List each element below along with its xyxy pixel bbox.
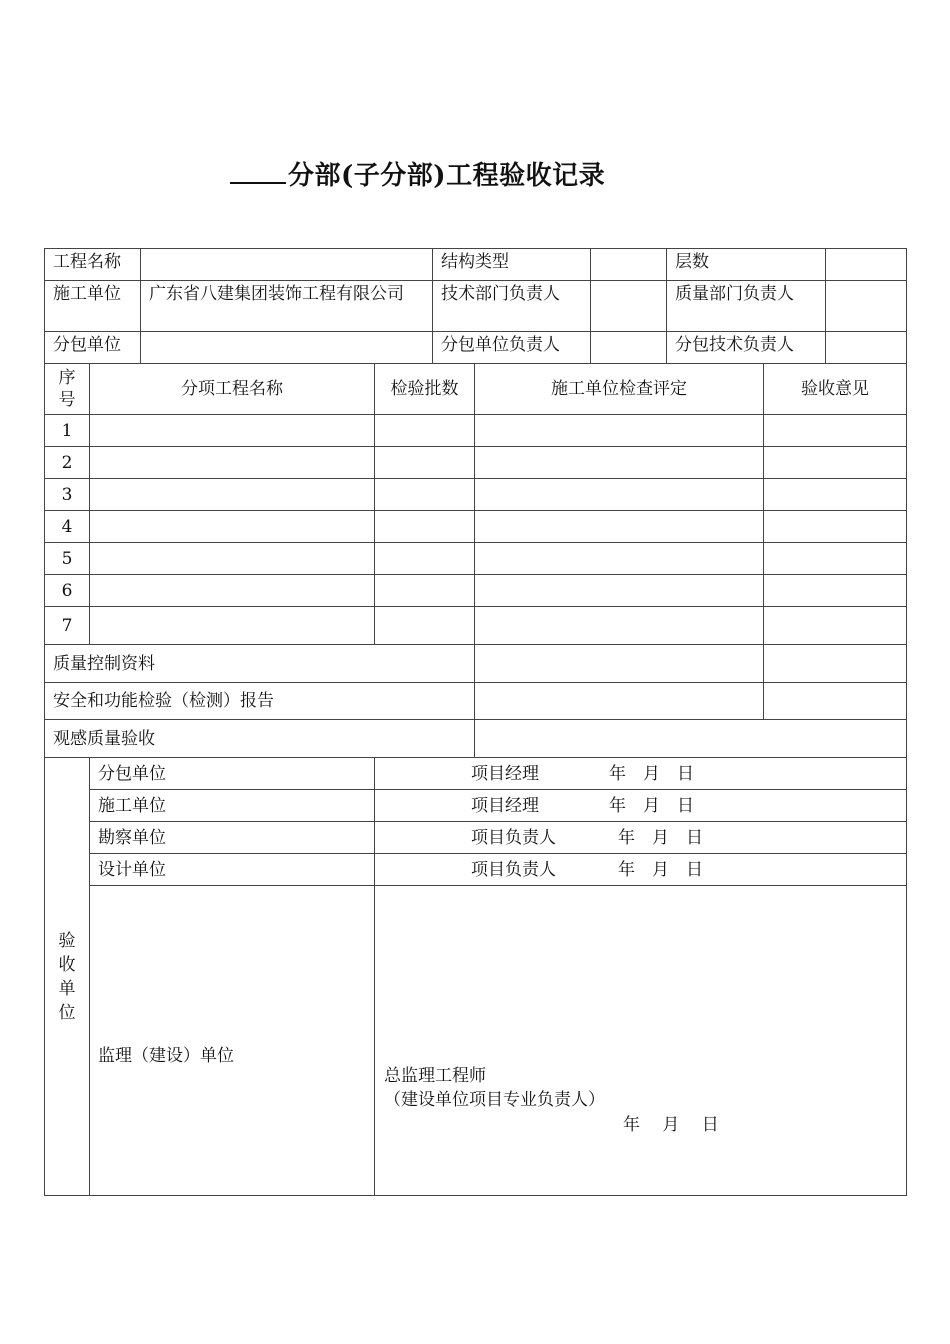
quality-docs-label: 质量控制资料: [45, 645, 475, 683]
row-seq: 3: [45, 479, 90, 511]
floors-value[interactable]: [826, 249, 907, 281]
supervisor-role: 总监理工程师: [384, 1066, 486, 1086]
batch-count-cell[interactable]: [375, 415, 475, 447]
batch-count-cell[interactable]: [375, 607, 475, 645]
floors-label: 层数: [667, 249, 826, 281]
row-seq: 5: [45, 543, 90, 575]
opinion-cell[interactable]: [764, 415, 907, 447]
acceptance-unit-signature[interactable]: [375, 822, 907, 854]
acceptance-unit-signature[interactable]: [375, 758, 907, 790]
header-info-table: [44, 248, 907, 364]
item-name-cell[interactable]: [90, 511, 375, 543]
table-row: [45, 575, 907, 607]
acceptance-unit-name: 设计单位: [90, 854, 375, 886]
column-header-opinion: 验收意见: [764, 364, 907, 415]
row-seq: 4: [45, 511, 90, 543]
structure-type-label: 结构类型: [433, 249, 591, 281]
eval-cell[interactable]: [475, 607, 764, 645]
sub-head-value[interactable]: [591, 332, 667, 364]
opinion-cell[interactable]: [764, 543, 907, 575]
supervisor-date: 年 月 日: [623, 1115, 719, 1135]
acceptance-group-label: [45, 758, 90, 1196]
sub-tech-head-value[interactable]: [826, 332, 907, 364]
acceptance-unit-name: 勘察单位: [90, 822, 375, 854]
eval-cell[interactable]: [475, 511, 764, 543]
batch-count-cell[interactable]: [375, 543, 475, 575]
row-seq: 6: [45, 575, 90, 607]
structure-type-value[interactable]: [591, 249, 667, 281]
table-row: [45, 447, 907, 479]
signature-date: 年 月 日: [609, 763, 694, 784]
title-blank-line: [230, 162, 286, 184]
project-name-label: 工程名称: [45, 249, 141, 281]
supervisor-role-note: （建设单位项目专业负责人）: [384, 1090, 605, 1110]
table-row: [45, 479, 907, 511]
title-text: 分部(子分部)工程验收记录: [288, 161, 606, 191]
tech-head-value[interactable]: [591, 281, 667, 332]
eval-cell[interactable]: [475, 415, 764, 447]
column-header-item-name: 分项工程名称: [90, 364, 375, 415]
quality-docs-opinion-cell[interactable]: [764, 645, 907, 683]
sub-head-label: 分包单位负责人: [433, 332, 591, 364]
opinion-cell[interactable]: [764, 607, 907, 645]
quality-head-label: 质量部门负责人: [667, 281, 826, 332]
supervisor-signature-cell[interactable]: [375, 886, 907, 1196]
supervisor-unit-name: 监理（建设）单位: [90, 886, 375, 1196]
acceptance-unit-signature[interactable]: [375, 854, 907, 886]
item-name-cell[interactable]: [90, 543, 375, 575]
item-name-cell[interactable]: [90, 479, 375, 511]
eval-cell[interactable]: [475, 543, 764, 575]
table-row: [45, 607, 907, 645]
quality-head-value[interactable]: [826, 281, 907, 332]
contractor-label: 施工单位: [45, 281, 141, 332]
eval-cell[interactable]: [475, 575, 764, 607]
batch-count-cell[interactable]: [375, 447, 475, 479]
appearance-label: 观感质量验收: [45, 720, 475, 758]
safety-report-opinion-cell[interactable]: [764, 683, 907, 720]
batch-count-cell[interactable]: [375, 511, 475, 543]
tech-head-label: 技术部门负责人: [433, 281, 591, 332]
batch-count-cell[interactable]: [375, 575, 475, 607]
item-name-cell[interactable]: [90, 447, 375, 479]
signature-date: 年 月 日: [609, 795, 694, 816]
table-row: [45, 511, 907, 543]
column-header-contractor-eval: 施工单位检查评定: [475, 364, 764, 415]
contractor-value[interactable]: 广东省八建集团装饰工程有限公司: [141, 281, 433, 332]
opinion-cell[interactable]: [764, 447, 907, 479]
signature-role: 项目负责人: [471, 827, 556, 848]
opinion-cell[interactable]: [764, 479, 907, 511]
signature-date: 年 月 日: [618, 827, 703, 848]
project-name-value[interactable]: [141, 249, 433, 281]
column-header-batch-count: 检验批数: [375, 364, 475, 415]
safety-report-label: 安全和功能检验（检测）报告: [45, 683, 475, 720]
quality-docs-eval-cell[interactable]: [475, 645, 764, 683]
seq-header-text: 序号: [58, 368, 76, 410]
opinion-cell[interactable]: [764, 511, 907, 543]
page-title: [230, 155, 605, 192]
column-header-seq: [45, 364, 90, 415]
appearance-value-cell[interactable]: [475, 720, 907, 758]
safety-report-eval-cell[interactable]: [475, 683, 764, 720]
acceptance-unit-name: 施工单位: [90, 790, 375, 822]
signature-date: 年 月 日: [618, 859, 703, 880]
batch-count-cell[interactable]: [375, 479, 475, 511]
acceptance-group-text: 验收单位: [58, 930, 76, 1023]
table-row: [45, 415, 907, 447]
eval-cell[interactable]: [475, 447, 764, 479]
row-seq: 1: [45, 415, 90, 447]
row-seq: 2: [45, 447, 90, 479]
item-name-cell[interactable]: [90, 607, 375, 645]
items-table: [44, 363, 907, 1196]
item-name-cell[interactable]: [90, 415, 375, 447]
acceptance-unit-name: 分包单位: [90, 758, 375, 790]
subcontractor-value[interactable]: [141, 332, 433, 364]
signature-role: 项目经理: [471, 763, 539, 784]
acceptance-unit-signature[interactable]: [375, 790, 907, 822]
sub-tech-head-label: 分包技术负责人: [667, 332, 826, 364]
signature-role: 项目负责人: [471, 859, 556, 880]
item-name-cell[interactable]: [90, 575, 375, 607]
eval-cell[interactable]: [475, 479, 764, 511]
subcontractor-label: 分包单位: [45, 332, 141, 364]
signature-role: 项目经理: [471, 795, 539, 816]
row-seq: 7: [45, 607, 90, 645]
opinion-cell[interactable]: [764, 575, 907, 607]
table-row: [45, 543, 907, 575]
